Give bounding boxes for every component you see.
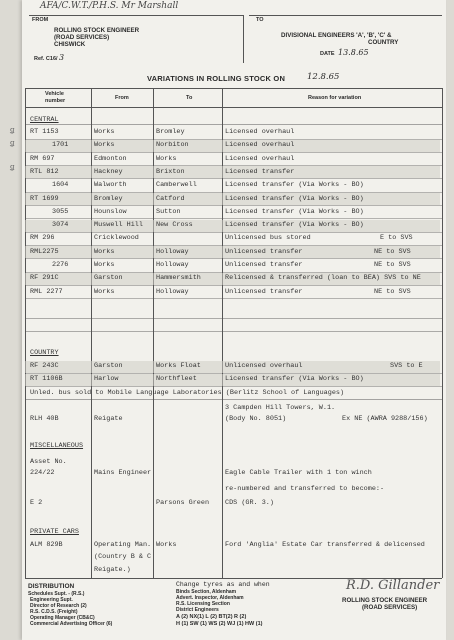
row-rule [25,285,442,286]
misc-reason-2: re-numbered and transferred to become:- [225,485,385,493]
distribution-item: Commercial Advertising Officer (6) [30,621,113,628]
distribution-item: R.S. C.D.S. (Freight) [30,609,78,616]
central-row-reason: Unlicensed transfer [225,247,303,256]
unled-sold-line: Unled. bus sold to Mobile Language Laboratories (Berlitz School of Languages) [30,389,345,397]
central-row-from: Muswell Hill [94,221,143,230]
distribution-handwritten-note: Change tyres as and when [176,581,270,588]
central-row-reason: Licensed transfer [225,167,295,176]
private-from-2: (Country B & C [94,553,152,561]
country-row-note: SVS to E [390,362,423,370]
district-codes-2: H (1) SW (1) WS (2) WJ (1) HW (1) [176,621,263,627]
central-row-from: Walworth [94,181,127,190]
central-row-to: Holloway [156,261,189,269]
central-row-reason: Licensed overhaul [225,141,295,150]
section-country: COUNTRY [30,349,59,357]
district-codes-1: A (2) NX(1) L (2) BT(2) R (2) [176,614,247,620]
col-rule-1 [91,88,92,578]
rlh-reason-1: 3 Campden Hill Towers, W.1. [225,404,336,412]
central-row-reason: Unlicensed transfer [225,287,303,296]
central-row-reason: Unlicensed transfer [225,261,303,269]
document-title: VARIATIONS IN ROLLING STOCK ON [147,74,286,83]
asset-no-label: Asset No. [30,458,67,466]
central-row-reason: Unlicensed bus stored [225,234,311,243]
central-row-from: Hounslow [94,207,127,216]
central-row-reason: Licensed overhaul [225,128,295,136]
central-row-reason: Licensed transfer (Via Works - BO) [225,221,364,230]
rlh-reason-2: (Body No. 8051) [225,415,287,423]
distribution-item: Binds Section, Aldenham [176,589,237,595]
row-rule [25,298,442,299]
distribution-item: Engineering Supt. [30,597,73,604]
central-row-vehicle: RML2275 [30,247,59,256]
col-header-from: From [115,95,129,101]
row-rule [25,386,442,387]
central-row-to: Sutton [156,207,181,216]
row-rule [25,258,442,259]
signatory-title-1: ROLLING STOCK ENGINEER [342,597,428,604]
central-row-from: Edmonton [94,154,127,163]
central-row-to: New Cross [156,221,193,230]
margin-tick: ǥ [10,163,15,171]
distribution-item: District Engineers [176,607,219,614]
header-divider [243,15,244,63]
central-row-from: Bromley [94,194,123,203]
misc-from: Mains Engineer [94,469,152,477]
central-row-vehicle: RF 291C [30,274,59,283]
country-row-from: Garston [94,362,123,370]
to-line-2: COUNTRY [368,39,399,46]
signature: R.D. Gillander [346,578,440,593]
central-row-vehicle: 1604 [52,181,69,190]
signatory-title-2: (ROAD SERVICES) [362,604,418,611]
central-row-to: Hammersmith [156,274,201,283]
central-row-from: Works [94,261,115,269]
central-row-from: Works [94,247,115,256]
central-row-vehicle: RTL 812 [30,167,59,176]
section-private-cars: PRIVATE CARS [30,528,79,536]
to-label: TO [256,17,264,23]
from-line-3: CHISWICK [54,41,86,48]
central-row-vehicle: 3055 [52,207,69,216]
date-label: DATE [320,51,335,57]
private-from-3: Reigate.) [94,566,131,574]
central-row-vehicle: RT 1153 [30,128,59,136]
country-row-vehicle: RF 243C [30,362,59,370]
central-row-vehicle: 2276 [52,261,69,269]
central-row-note: NE to SVS [374,247,411,256]
row-rule [25,152,442,153]
central-row-reason: Licensed overhaul [225,154,295,163]
to-line-1: DIVISIONAL ENGINEERS 'A', 'B', 'C' & [281,32,392,39]
central-row-reason: Relicensed & transferred (loan to BEA) SVS to NE [225,274,421,283]
central-row-to: Norbiton [156,141,189,150]
header-top-rule [29,15,243,16]
col-header-to: To [186,95,193,101]
distribution-list-middle [176,589,244,613]
country-row-from: Harlow [94,375,119,383]
col-header-vehicle-2: number [45,98,66,104]
table-right-rule [442,88,443,578]
central-row-reason: Licensed transfer (Via Works - BO) [225,207,364,216]
central-row-from: Garston [94,274,123,283]
table-header-rule [25,107,442,108]
row-rule [25,205,442,206]
section-miscellaneous: MISCELLANEOUS [30,442,84,450]
ref-value: 3 [59,53,65,62]
country-row-reason: Unlicensed overhaul [225,362,303,370]
central-row-vehicle: RML 2277 [30,287,63,296]
misc-to-2: Parsons Green [156,499,210,507]
central-row-vehicle: 1701 [52,141,69,150]
country-row-to: Northfleet [156,375,197,383]
asset-no: 224/22 [30,469,55,477]
distribution-item: Schedules Supt. - (R.S.) [28,591,85,597]
central-row-reason: Licensed transfer (Via Works - BO) [225,181,364,190]
central-row-vehicle: RT 1699 [30,194,59,203]
table-top-rule [25,88,442,89]
ref-label: Ref. C16/ [34,56,58,62]
margin-tick: ǥ [10,139,15,147]
central-row-from: Hackney [94,167,123,176]
country-row-to: Works Float [156,362,201,370]
col-header-reason: Reason for variation [308,95,362,101]
misc-reason-1: Eagle Cable Trailer with 1 ton winch [225,469,372,477]
private-to: Works [156,541,177,549]
misc-vehicle-2: E 2 [30,499,43,507]
date-value: 13.8.65 [338,48,369,57]
col-rule-3 [222,88,223,578]
private-vehicle: ALM 829B [30,541,63,549]
distribution-item: Advert. Inspector, Aldenham [176,595,244,602]
distribution-item: R.S. Licensing Section [176,601,230,608]
country-row-reason: Licensed transfer (Via Works - BO) [225,375,364,383]
central-row-to: Camberwell [156,181,197,190]
table-left-rule [25,88,26,578]
margin-tick: ǥ [10,126,15,134]
rlh-from: Reigate [94,415,123,423]
central-row-from: Works [94,141,115,150]
distribution-label: DISTRIBUTION [28,583,75,590]
central-row-vehicle: 3074 [52,221,69,230]
central-row-note: NE to SVS [374,261,411,269]
central-row-to: Works [156,154,177,163]
country-row-vehicle: RT 1106B [30,375,63,383]
rlh-vehicle: RLH 40B [30,415,59,423]
handwritten-distribution-note: AFA/C.W.T./P.H.S. Mr Marshall [40,1,179,11]
row-rule [25,232,442,233]
from-line-2: (ROAD SERVICES) [54,34,110,41]
central-row-from: Works [94,128,115,136]
from-label: FROM [32,17,49,23]
private-reason: Ford 'Anglia' Estate Car transferred & delicensed [225,541,425,549]
misc-reason-3: CDS (GR. 3.) [225,499,274,507]
central-row-to: Holloway [156,287,189,296]
central-row-to: Bromley [156,128,185,136]
central-row-note: E to SVS [380,234,413,243]
col-header-vehicle-1: Vehicle [45,91,64,97]
from-line-1: ROLLING STOCK ENGINEER [54,27,140,34]
section-central: CENTRAL [30,116,59,124]
distribution-list-left [28,591,112,628]
central-row-from: Cricklewood [94,234,139,243]
central-row-to: Catford [156,194,185,203]
distribution-item: Director of Research (2) [30,603,87,610]
central-row-note: NE to SVS [374,287,411,296]
document-title-date: 12.8.65 [307,72,340,82]
central-row-to: Holloway [156,247,189,256]
central-row-reason: Licensed transfer (Via Works - BO) [225,194,364,203]
header-top-rule-right [249,15,442,16]
row-rule [25,178,442,179]
rlh-reason-2b: Ex NE (AWRA 9288/156) [342,415,428,423]
central-row-vehicle: RM 697 [30,154,55,163]
private-from: Operating Man. [94,541,152,549]
central-row-to: Brixton [156,167,185,176]
central-row-from: Works [94,287,115,296]
central-row-vehicle: RM 296 [30,234,55,243]
distribution-item: Operating Manager (CB&C) [30,615,95,622]
document-sheet [10,0,446,640]
col-rule-2 [153,88,154,578]
